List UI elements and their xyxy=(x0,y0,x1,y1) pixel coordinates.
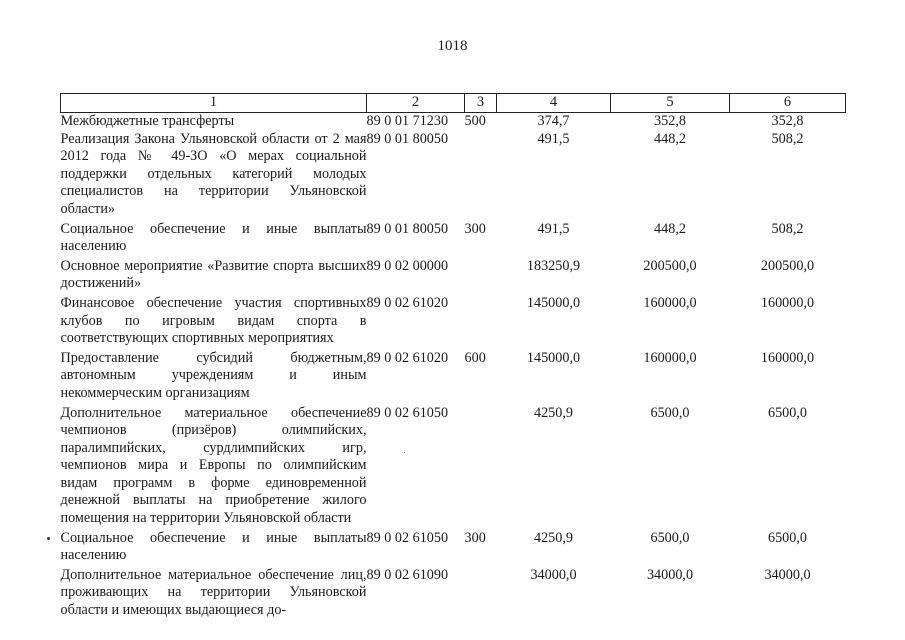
row-value: 448,2 xyxy=(654,130,686,147)
row-code: 89 0 02 61050 xyxy=(366,404,449,421)
row-value: 6500,0 xyxy=(650,404,690,421)
column-header: 6 xyxy=(730,94,846,113)
column-header: 4 xyxy=(497,94,611,113)
table-row xyxy=(61,113,846,131)
row-type: 600 xyxy=(464,349,486,366)
table-row xyxy=(61,567,846,622)
row-value: 508,2 xyxy=(771,220,804,237)
row-value: 145000,0 xyxy=(526,294,581,311)
row-value: 491,5 xyxy=(537,130,570,147)
row-code: 89 0 01 80050 xyxy=(366,220,449,237)
row-code: 89 0 01 71230 xyxy=(366,113,449,129)
row-name: Межбюджетные трансферты xyxy=(60,113,235,129)
row-value: 183250,9 xyxy=(526,257,581,274)
row-value: 352,8 xyxy=(771,113,804,129)
budget-table xyxy=(60,93,846,622)
row-name: Социальное обеспечение и иные выплаты населению xyxy=(60,220,367,255)
row-value: 6500,0 xyxy=(767,404,807,421)
row-value: 200500,0 xyxy=(643,257,697,274)
column-header: 2 xyxy=(367,94,465,113)
page-number: 1018 xyxy=(437,38,468,54)
column-header: 1 xyxy=(61,94,367,113)
row-name: Предоставление субсидий бюджетным, автономным учреждениям и иным некоммерческим организациям xyxy=(60,349,367,401)
row-name: Основное мероприятие «Развитие спорта высших достижений» xyxy=(60,257,367,292)
row-value: 34000,0 xyxy=(646,566,694,583)
row-value: 374,7 xyxy=(537,113,570,129)
row-value: 4250,9 xyxy=(533,529,573,546)
row-code: 89 0 01 80050 xyxy=(366,130,449,147)
row-value: 6500,0 xyxy=(767,529,807,546)
scan-mark xyxy=(47,537,50,540)
table-row xyxy=(61,258,846,295)
table-row xyxy=(61,131,846,221)
row-name: Дополнительное материальное обеспечение чемпионов (призёров) олимпийских, паралимпийских, сурдлимпийских игр, чемпионов мира и Европы по олимпийским видам программ в форме единовременной денежной выплаты на приобретение жилого помещения на территории Ульяновской области xyxy=(60,404,367,527)
table-row xyxy=(61,530,846,567)
row-type xyxy=(465,405,497,530)
table-row xyxy=(61,295,846,350)
row-code: 89 0 02 61090 xyxy=(366,566,449,583)
row-value: 145000,0 xyxy=(526,349,581,366)
row-type xyxy=(465,295,497,350)
row-value: 6500,0 xyxy=(650,529,690,546)
row-code: 89 0 02 61020 xyxy=(366,349,449,366)
row-value: 491,5 xyxy=(537,220,570,237)
row-type: 500 xyxy=(464,113,486,129)
row-code: 89 0 02 00000 xyxy=(366,257,449,274)
scan-speck xyxy=(404,452,405,453)
row-value: 508,2 xyxy=(771,130,804,147)
row-code: 89 0 02 61050 xyxy=(366,529,449,546)
row-value: 4250,9 xyxy=(533,404,573,421)
row-type: 300 xyxy=(464,529,486,546)
row-value: 160000,0 xyxy=(760,294,815,311)
row-value: 200500,0 xyxy=(760,257,815,274)
row-value: 448,2 xyxy=(654,220,686,237)
row-type xyxy=(465,258,497,295)
table-row xyxy=(61,221,846,258)
row-value: 352,8 xyxy=(654,113,686,129)
column-header: 3 xyxy=(465,94,497,113)
row-value: 160000,0 xyxy=(643,294,697,311)
row-value: 160000,0 xyxy=(760,349,815,366)
row-name: Реализация Закона Ульяновской области от 2 мая 2012 года № 49-ЗО «О мерах социальной поддержки отдельных категорий молодых специалистов на территории Ульяновской области» xyxy=(60,130,367,217)
row-name: Социальное обеспечение и иные выплаты населению xyxy=(60,529,367,564)
row-code: 89 0 02 61020 xyxy=(366,294,449,311)
row-value: 34000,0 xyxy=(530,566,577,583)
table-header-row xyxy=(61,94,846,113)
row-type: 300 xyxy=(464,220,486,237)
table-row xyxy=(61,350,846,405)
column-header: 5 xyxy=(611,94,730,113)
row-value: 34000,0 xyxy=(764,566,811,583)
row-name: Дополнительное материальное обеспечение лиц, проживающих на территории Ульяновской области и имеющих выдающиеся до- xyxy=(60,566,367,619)
row-value: 160000,0 xyxy=(643,349,697,366)
row-type xyxy=(465,567,497,622)
row-type xyxy=(465,131,497,221)
row-name: Финансовое обеспечение участия спортивных клубов по игровым видам спорта в соответствующих спортивных мероприятиях xyxy=(60,294,367,347)
table-row xyxy=(61,405,846,530)
